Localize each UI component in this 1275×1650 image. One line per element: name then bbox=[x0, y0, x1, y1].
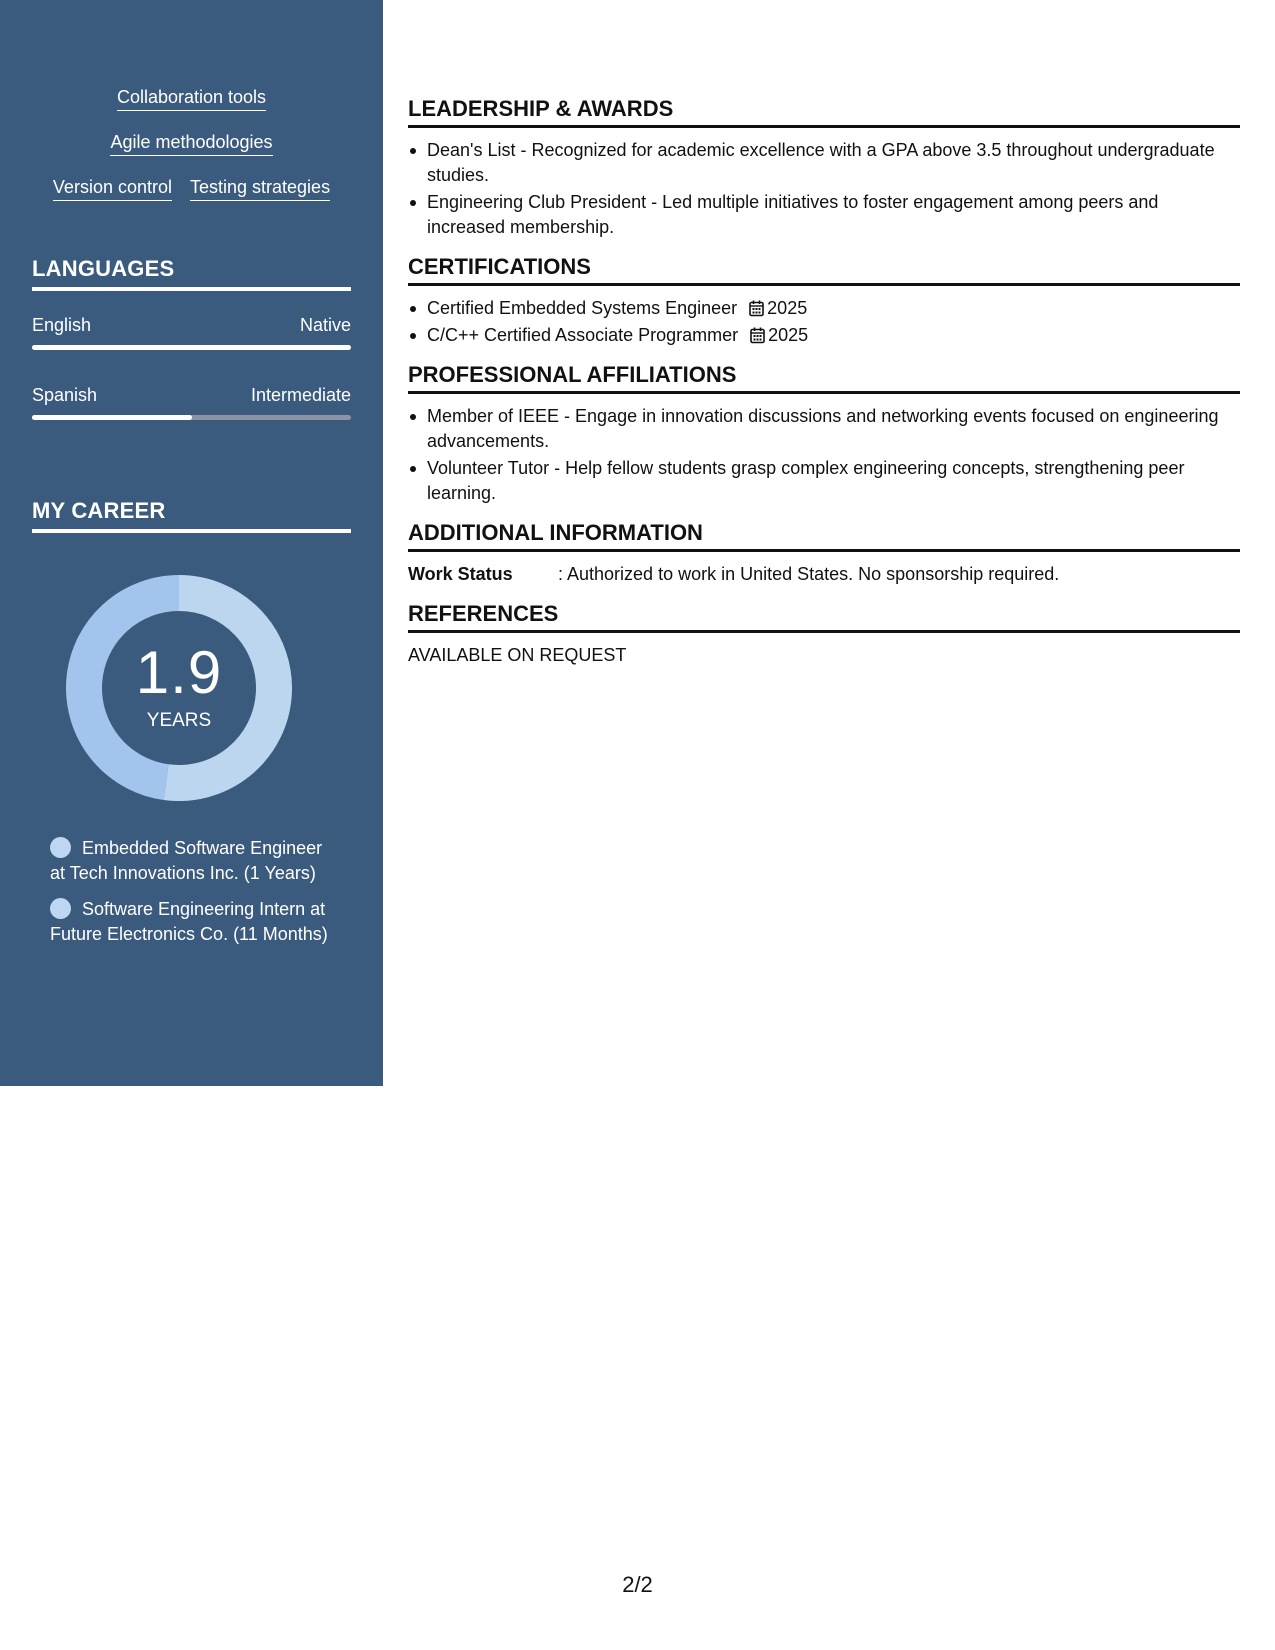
career-heading: MY CAREER bbox=[32, 498, 351, 533]
career-dot-icon bbox=[50, 898, 71, 919]
language-level: Native bbox=[299, 315, 351, 335]
language-level: Intermediate bbox=[250, 385, 351, 405]
career-item-label: Embedded Software Engineer at Tech Innovations Inc. (1 Years) bbox=[50, 838, 323, 883]
language-proficiency-bar bbox=[32, 345, 351, 350]
career-list bbox=[50, 836, 330, 958]
career-total-value: 1.9 bbox=[135, 639, 223, 706]
language-name: English bbox=[32, 315, 92, 335]
certification-item bbox=[408, 296, 1240, 321]
skills-row bbox=[0, 131, 383, 156]
skill-tag: Agile methodologies bbox=[110, 131, 272, 156]
skill-tag: Version control bbox=[53, 176, 172, 201]
career-item-label: Software Engineering Intern at Future Electronics Co. (11 Months) bbox=[50, 899, 328, 944]
section-heading: PROFESSIONAL AFFILIATIONS bbox=[408, 362, 1240, 394]
language-english bbox=[32, 314, 351, 350]
work-status-label: Work Status bbox=[408, 564, 513, 584]
sidebar bbox=[0, 0, 383, 1086]
references-text: AVAILABLE ON REQUEST bbox=[408, 645, 627, 665]
language-name: Spanish bbox=[32, 385, 98, 405]
section-heading: ADDITIONAL INFORMATION bbox=[408, 520, 1240, 552]
certifications-section bbox=[408, 254, 1240, 348]
skills-list bbox=[0, 86, 383, 221]
language-proficiency-fill bbox=[32, 415, 192, 420]
additional-info-section bbox=[408, 520, 1240, 587]
calendar-icon bbox=[749, 300, 764, 317]
language-proficiency-fill bbox=[32, 345, 351, 350]
list-item: Engineering Club President - Led multiple initiatives to foster engagement among peers and increased membership. bbox=[408, 190, 1240, 240]
section-heading: REFERENCES bbox=[408, 601, 1240, 633]
career-item bbox=[50, 897, 330, 946]
certification-name: C/C++ Certified Associate Programmer bbox=[427, 325, 739, 345]
work-status-value: : Authorized to work in United States. No sponsorship required. bbox=[558, 564, 1060, 584]
certification-item bbox=[408, 323, 1240, 348]
languages-heading: LANGUAGES bbox=[32, 256, 351, 291]
certification-name: Certified Embedded Systems Engineer bbox=[427, 298, 738, 318]
list-item: Member of IEEE - Engage in innovation discussions and networking events focused on engineering advancements. bbox=[408, 404, 1240, 454]
references-section bbox=[408, 601, 1240, 668]
career-total bbox=[66, 575, 292, 801]
list-item: Dean's List - Recognized for academic excellence with a GPA above 3.5 throughout undergraduate studies. bbox=[408, 138, 1240, 188]
affiliations-section bbox=[408, 362, 1240, 506]
career-donut-chart bbox=[66, 575, 292, 801]
skill-tag: Testing strategies bbox=[190, 176, 330, 201]
main-content bbox=[408, 96, 1240, 682]
work-status-row bbox=[408, 562, 1240, 587]
calendar-icon bbox=[750, 327, 765, 344]
leadership-section bbox=[408, 96, 1240, 240]
list-item: Volunteer Tutor - Help fellow students grasp complex engineering concepts, strengthening peer learning. bbox=[408, 456, 1240, 506]
career-total-unit: YEARS bbox=[146, 710, 212, 731]
section-heading: CERTIFICATIONS bbox=[408, 254, 1240, 286]
skill-tag: Collaboration tools bbox=[117, 86, 266, 111]
skills-row bbox=[0, 86, 383, 111]
career-item bbox=[50, 836, 330, 885]
page-number: 2/2 bbox=[622, 1572, 653, 1597]
certification-year: 2025 bbox=[768, 325, 809, 345]
certification-year: 2025 bbox=[767, 298, 808, 318]
section-heading: LEADERSHIP & AWARDS bbox=[408, 96, 1240, 128]
language-proficiency-bar bbox=[32, 415, 351, 420]
career-dot-icon bbox=[50, 837, 71, 858]
skills-row bbox=[0, 176, 383, 201]
language-spanish bbox=[32, 384, 351, 420]
